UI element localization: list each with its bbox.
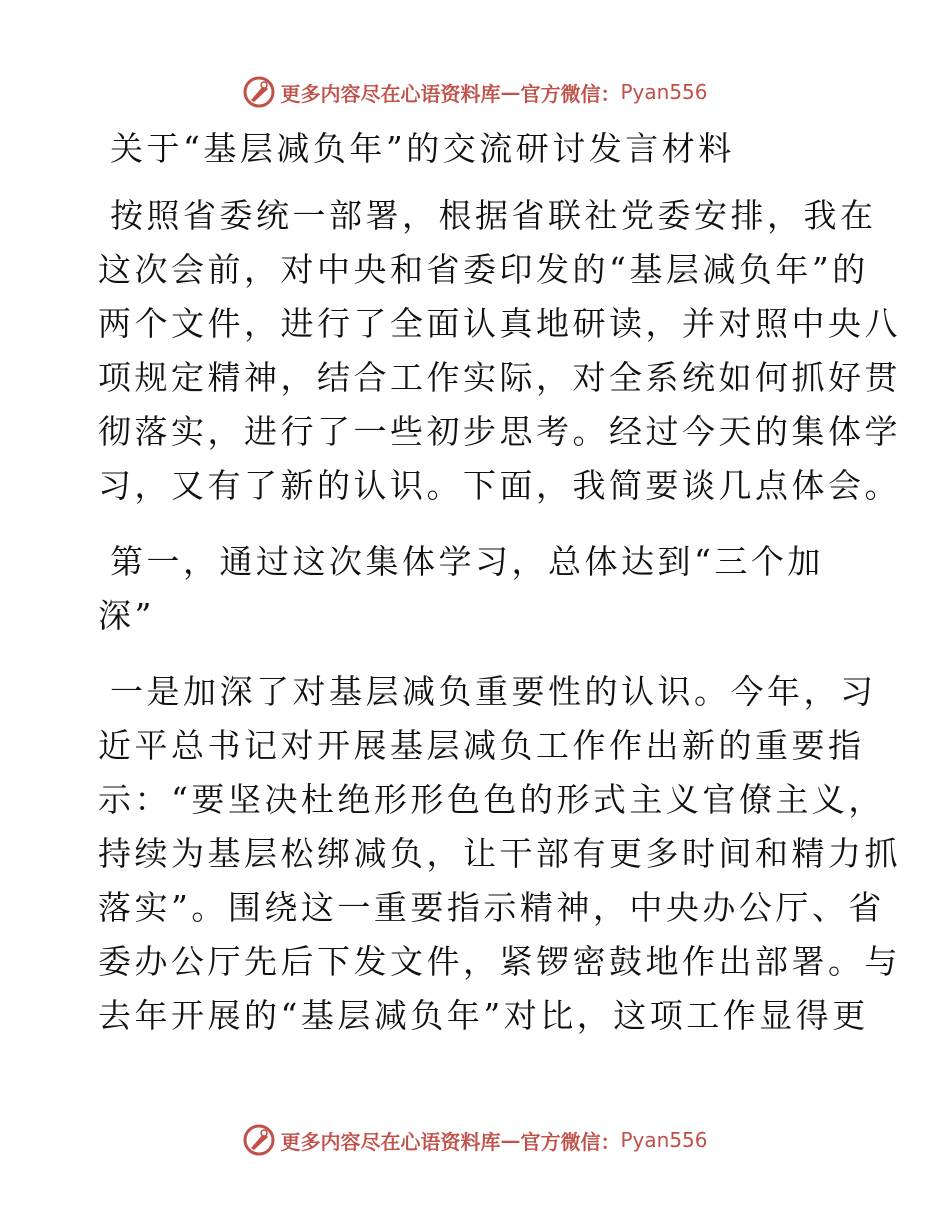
paragraph-line: 近平总书记对开展基层减负工作作出新的重要指 <box>98 726 865 765</box>
paragraph-line: 落实”。围绕这一重要指示精神，中央办公厅、省 <box>98 888 885 927</box>
paragraph-line: 按照省委统一部署，根据省联社党委安排，我在 <box>110 196 877 235</box>
banner-text: 更多内容尽在心语资料库 <box>280 81 501 106</box>
heading-line: 第一，通过这次集体学习，总体达到“三个加 <box>110 542 824 581</box>
paragraph-line: 持续为基层松绑减负，让干部有更多时间和精力抓 <box>98 834 901 873</box>
document-title: 关于“基层减负年”的交流研讨发言材料 <box>110 129 735 168</box>
banner-label: 官方微信： <box>520 1129 621 1154</box>
header-watermark-banner <box>0 72 950 112</box>
paragraph-line: 两个文件，进行了全面认真地研读，并对照中央八 <box>98 304 901 343</box>
banner-text: 更多内容尽在心语资料库 <box>280 1129 501 1154</box>
paragraph-line: 一是加深了对基层减负重要性的认识。今年，习 <box>110 672 877 711</box>
banner-separator: — <box>500 80 521 104</box>
heading-line: 深” <box>98 596 155 635</box>
paragraph-intro <box>98 189 901 513</box>
banner-label: 官方微信： <box>520 81 621 106</box>
document-body <box>98 122 901 1065</box>
banner-separator: — <box>500 1128 521 1152</box>
paragraph-line: 项规定精神，结合工作实际，对全系统如何抓好贯 <box>98 358 901 397</box>
paragraph-line: 委办公厅先后下发文件，紧锣密鼓地作出部署。与 <box>98 942 901 981</box>
paragraph-line: 习，又有了新的认识。下面，我简要谈几点体会。 <box>98 466 901 505</box>
footer-watermark-banner <box>0 1120 950 1160</box>
banner-wechat-id: Pyan556 <box>620 1128 708 1152</box>
paragraph-line: 彻落实，进行了一些初步思考。经过今天的集体学 <box>98 412 901 451</box>
section-heading-first <box>98 535 850 643</box>
banner-wechat-id: Pyan556 <box>620 80 708 104</box>
paragraph-line: 示：“要坚决杜绝形形色色的形式主义官僚主义， <box>98 780 885 819</box>
paragraph-line: 这次会前，对中央和省委印发的“基层减负年”的 <box>98 250 869 289</box>
pen-nib-logo-icon <box>242 75 276 109</box>
paragraph-point-one <box>98 665 901 1043</box>
paragraph-line: 去年开展的“基层减负年”对比，这项工作显得更 <box>98 996 869 1035</box>
pen-nib-logo-icon <box>242 1123 276 1157</box>
